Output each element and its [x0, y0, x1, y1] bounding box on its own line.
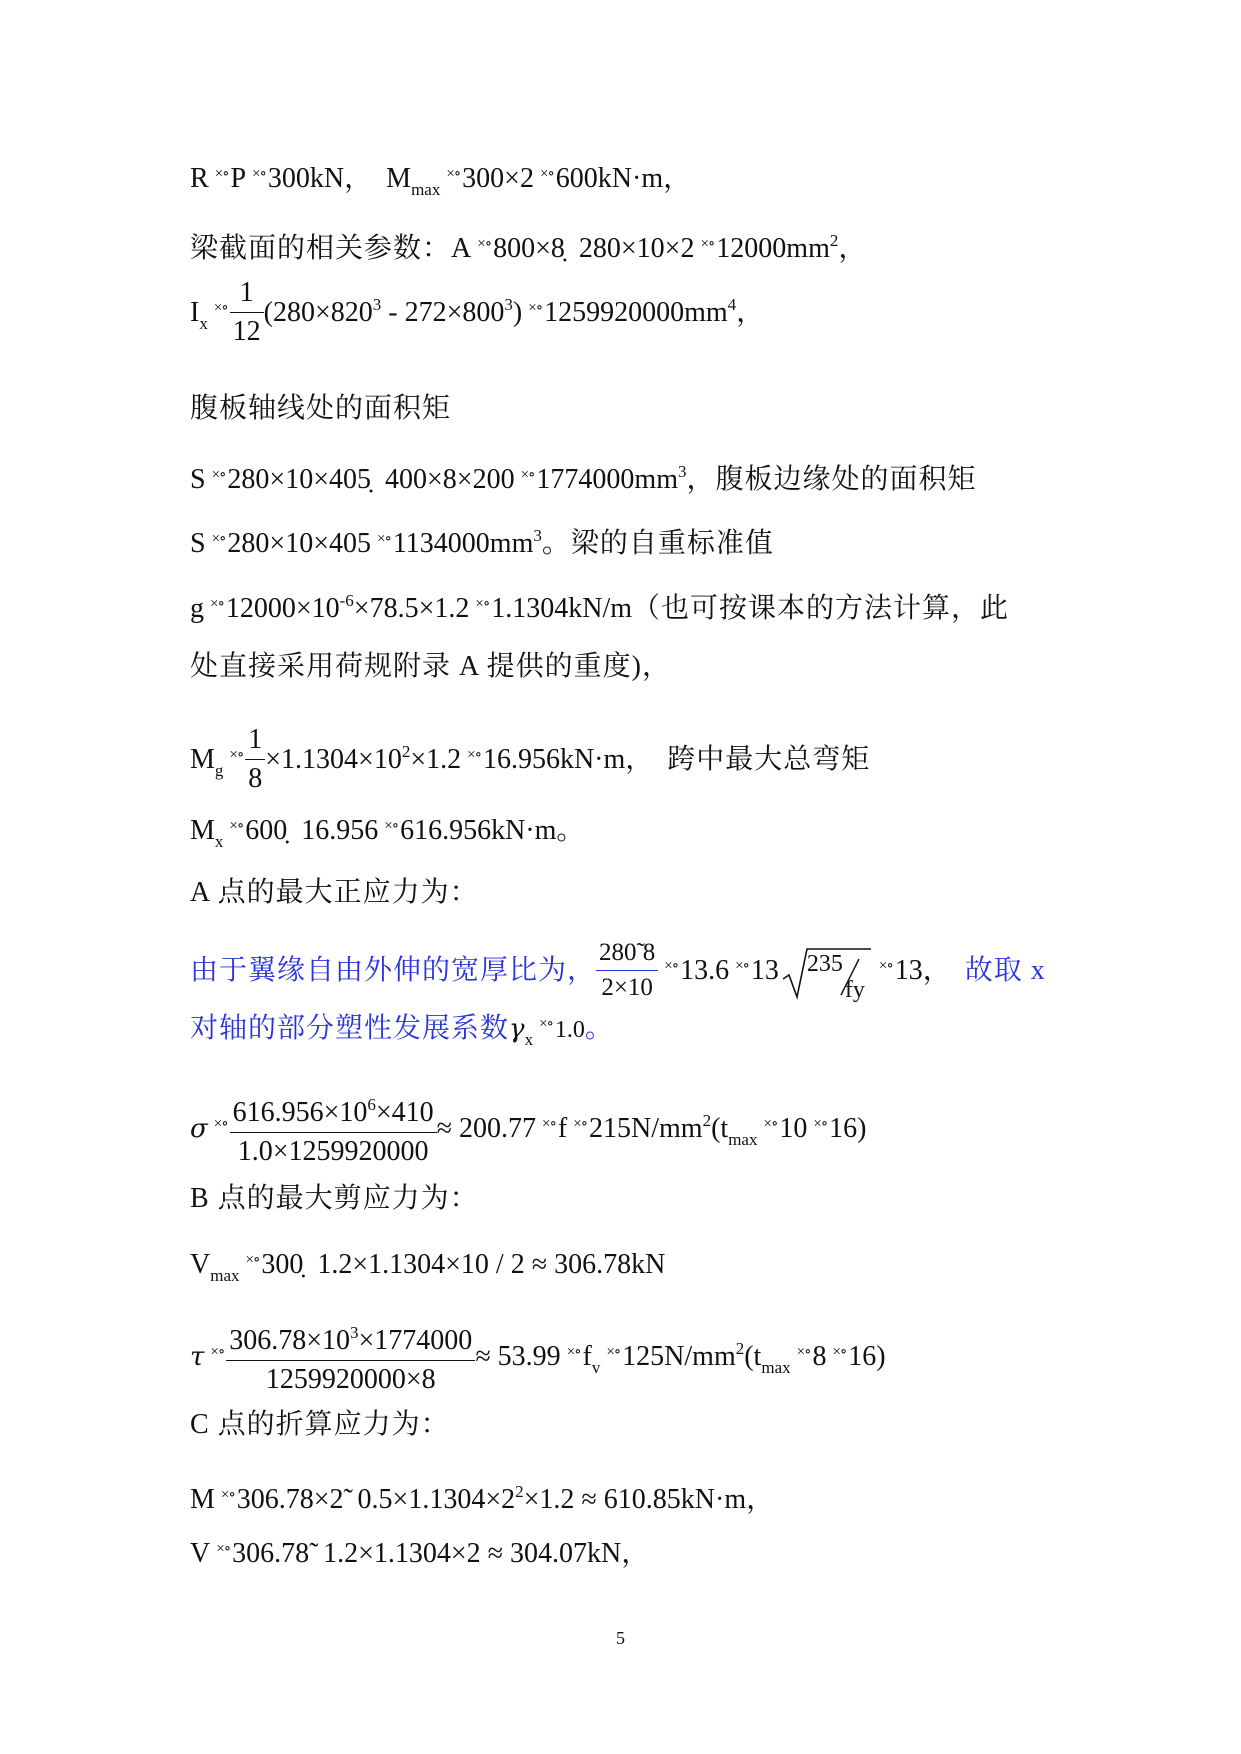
garbled-equals-glyph: ×∘	[763, 1115, 778, 1132]
garbled-equals-glyph: ×∘	[573, 1115, 588, 1132]
fraction-one-eighth: $\frac{1}{8}$	[245, 723, 265, 796]
garbled-equals-glyph: ×∘	[735, 957, 749, 974]
garbled-equals-glyph: ×∘	[700, 236, 715, 252]
fraction-flange-ratio: $\frac{280̃ 8}{2\times 10}$	[596, 938, 658, 1003]
garbled-equals-glyph: ×∘	[878, 957, 893, 974]
garbled-equals-glyph: ×∘	[475, 596, 490, 612]
garbled-equals-glyph: ×∘	[832, 1343, 847, 1360]
garbled-equals-glyph: ×∘	[528, 299, 543, 316]
line-heading-point-b: B 点的最大剪应力为：	[190, 1183, 479, 1214]
tau-symbol: τ	[190, 1341, 205, 1372]
garbled-equals-glyph: ×∘	[467, 746, 481, 763]
garbled-equals-glyph: ×∘	[252, 166, 266, 182]
symbol-r: R	[190, 163, 209, 194]
line-max-shear: $V_{max}\times\circ 300̣$ 1.2×1.1304×10 / 2 ≈ 306.78kN	[190, 1249, 666, 1285]
line-shear-stress: τ ×∘ $\frac{306.78\times 10^3\times 1774000}{1259920000\times 8}$ ≈ $53.99 \times\circ f_v\times\circ 125N/mm^2(t_{max}\times\circ 8$ ×∘16)	[190, 1318, 886, 1399]
line-static-moment-axis: S ×∘280×10×405̣ $400\times 8\times 200 \times\circ 1774000mm^3$，腹板边缘处的面积矩	[190, 462, 977, 495]
garbled-equals-glyph: ×∘	[477, 236, 492, 252]
line-self-weight-note: 处直接采用荷规附录 A 提供的重度)，	[190, 651, 672, 682]
garbled-equals-glyph: ×∘	[245, 1252, 260, 1268]
line-moment-at-c: M ×∘306.78×2̃ $0.5\times 1.1304\times 2^2\times 1.2 \approx 610.85kN\cdot m$，	[190, 1482, 775, 1515]
line-heading-web-axis: 腹板轴线处的面积矩	[190, 393, 452, 424]
garbled-equals-glyph: ×∘	[214, 166, 229, 182]
garbled-equals-glyph: ×∘	[384, 818, 399, 834]
line-width-thickness-ratio: 由于翼缘自由外伸的宽厚比为， $\frac{280̃ 8}{2\times 10}$ ×∘13.6 ×∘13 235 fy ×∘13， 故取 x	[190, 939, 1046, 1003]
line-moment-of-inertia: $I_x\times\circ$ $\frac{1}{12}$ $(280\times 820^3 - 272\times 800^3)$ $\times\circ 1259920000mm^4$，	[190, 277, 765, 347]
garbled-equals-glyph: ×∘	[539, 1016, 553, 1032]
line-self-weight-moment: $M_g\times\circ$ $\frac{1}{8}$ $\times 1.1304\times 10^2\times 1.2$ ×∘16.956kN·m， 跨中最大总弯矩	[190, 724, 871, 794]
line-heading-point-c: C 点的折算应力为：	[190, 1409, 450, 1440]
line-normal-stress: σ ×∘ $\frac{616.956\times 10^6\times 410}{1.0\times 1259920000}$ ≈ 200.77 ×∘f $\times\circ 215N/mm^2(t_{max}\times\circ 10$ ×∘16)	[190, 1090, 866, 1171]
garbled-equals-glyph: ×∘	[210, 1343, 225, 1360]
fraction-normal-stress: $\frac{616.956\times 10^6\times 410}{1.0\times 1259920000}$	[230, 1088, 437, 1169]
garbled-equals-glyph: ×∘	[211, 467, 226, 483]
line-shear-at-c: V ×∘306.78̃ 1.2×1.1304×2 ≈ 304.07kN，	[190, 1538, 650, 1569]
gamma-symbol: γ	[509, 1014, 525, 1044]
garbled-equals-glyph: ×∘	[813, 1115, 828, 1132]
garbled-equals-glyph: ×∘	[542, 1115, 556, 1132]
page-number: 5	[616, 1628, 625, 1648]
garbled-equals-glyph: ×∘	[213, 299, 228, 316]
garbled-equals-glyph: ×∘	[566, 1343, 581, 1360]
garbled-equals-glyph: ×∘	[664, 957, 679, 974]
garbled-equals-glyph: ×∘	[377, 531, 391, 547]
fraction-shear-stress: $\frac{306.78\times 10^3\times 1774000}{1259920000\times 8}$	[226, 1316, 475, 1397]
garbled-equals-glyph: ×∘	[796, 1343, 811, 1360]
sigma-symbol: σ	[190, 1113, 208, 1144]
line-heading-point-a: A 点的最大正应力为：	[190, 877, 479, 908]
line-self-weight: $g \times\circ 12000\times 10^{-6}\times 78.5\times 1.2$ ×∘1.1304kN/m（也可按课本的方法计算，此	[190, 591, 1010, 624]
square-root-235-over-fy: 235 fy	[781, 945, 873, 1001]
garbled-equals-glyph: ×∘	[216, 1541, 231, 1557]
line-total-moment: $M_x\times\circ 600̣$ 16.956 ×∘616.956kN·m。	[190, 815, 585, 851]
garbled-equals-glyph: ×∘	[520, 467, 535, 483]
garbled-equals-glyph: ×∘	[606, 1343, 621, 1360]
garbled-equals-glyph: ×∘	[539, 166, 554, 182]
garbled-equals-glyph: ×∘	[229, 746, 244, 763]
garbled-equals-glyph: ×∘	[446, 166, 461, 182]
line-section-area: 梁截面的相关参数：A ×∘800×8̣ $280\times 10\times 2 \times\circ 12000mm^2$，	[190, 231, 867, 264]
garbled-equals-glyph: ×∘	[213, 1115, 228, 1132]
garbled-equals-glyph: ×∘	[211, 531, 226, 547]
line-static-moment-edge: S ×∘280×10×405 $\times\circ 1134000mm^3$。梁的自重标准值	[190, 526, 774, 559]
line-reaction-moment: R ×∘P ×∘300kN， $M_{max}\times\circ 300\times 2$ ×∘600kN·m，	[190, 163, 692, 199]
garbled-equals-glyph: ×∘	[229, 818, 244, 834]
garbled-equals-glyph: ×∘	[210, 596, 224, 612]
fraction-one-twelfth: $\frac{1}{12}$	[230, 276, 264, 349]
line-plastic-factor: 对轴的部分塑性发展系数$\gamma_x\times\circ 1.0$。	[190, 1013, 613, 1049]
garbled-equals-glyph: ×∘	[220, 1487, 235, 1503]
